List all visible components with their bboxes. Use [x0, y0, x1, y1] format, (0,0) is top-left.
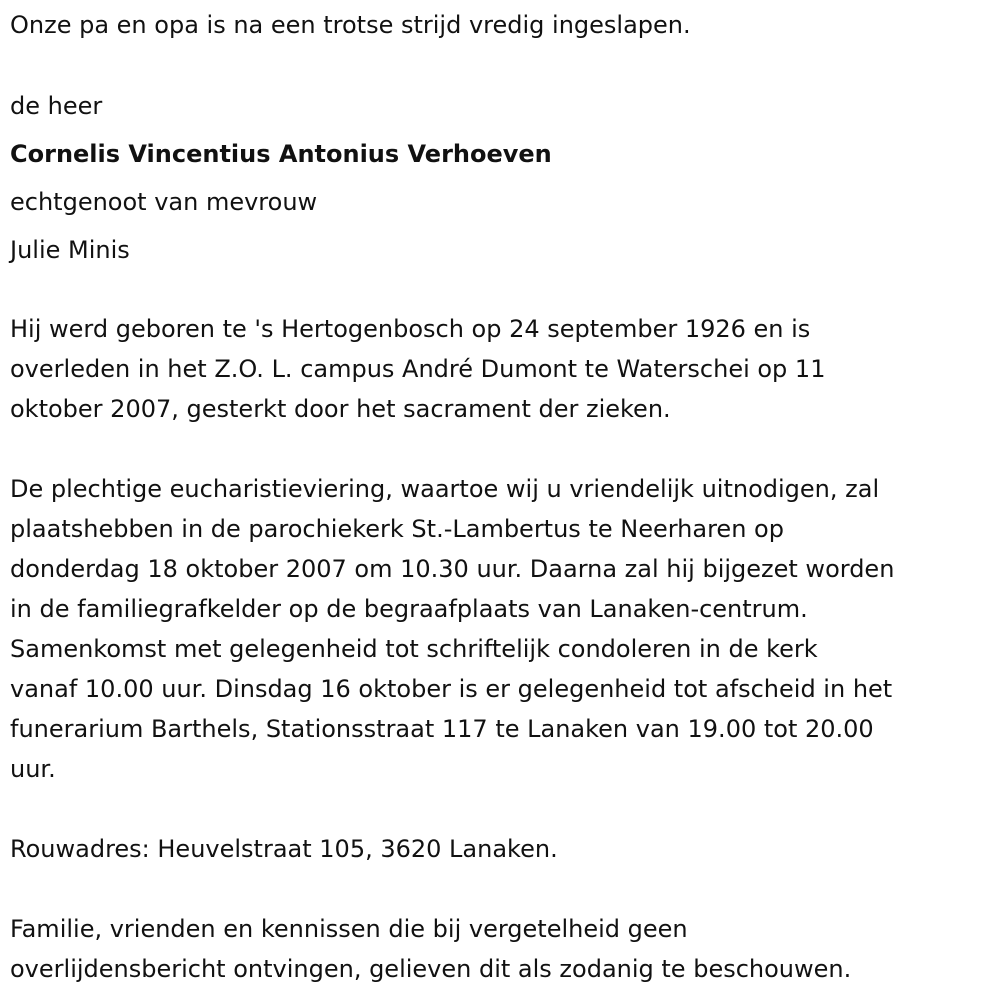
- birth-paragraph: [10, 309, 825, 429]
- intro-section: [10, 5, 691, 45]
- intro-text: Onze pa en opa is na een trotse strijd vredig ingeslapen.: [10, 11, 691, 39]
- service-line: in de familiegrafkelder op de begraafplaats van Lanaken-centrum.: [10, 595, 808, 623]
- deceased-name: Cornelis Vincentius Antonius Verhoeven: [10, 140, 552, 168]
- deceased-block: [10, 82, 552, 274]
- service-line: plaatshebben in de parochiekerk St.-Lambertus te Neerharen op: [10, 515, 784, 543]
- birth-line: Hij werd geboren te 's Hertogenbosch op 24 september 1926 en is: [10, 315, 811, 343]
- honorific: de heer: [10, 92, 103, 120]
- service-line: vanaf 10.00 uur. Dinsdag 16 oktober is er gelegenheid tot afscheid in het: [10, 675, 893, 703]
- service-line: uur.: [10, 755, 56, 783]
- spouse-label: echtgenoot van mevrouw: [10, 188, 318, 216]
- service-line: De plechtige eucharistieviering, waartoe wij u vriendelijk uitnodigen, zal: [10, 475, 880, 503]
- service-line: donderdag 18 oktober 2007 om 10.30 uur. Daarna zal hij bijgezet worden: [10, 555, 895, 583]
- service-line: funerarium Barthels, Stationsstraat 117 te Lanaken van 19.00 tot 20.00: [10, 715, 874, 743]
- address-section: [10, 829, 558, 869]
- birth-line: overleden in het Z.O. L. campus André Dumont te Waterschei op 11: [10, 355, 826, 383]
- spouse-name: Julie Minis: [10, 236, 130, 264]
- birth-line: oktober 2007, gesterkt door het sacrament der zieken.: [10, 395, 671, 423]
- notice-line: overlijdensbericht ontvingen, gelieven dit als zodanig te beschouwen.: [10, 955, 852, 983]
- service-line: Samenkomst met gelegenheid tot schriftelijk condoleren in de kerk: [10, 635, 818, 663]
- mourning-address: Rouwadres: Heuvelstraat 105, 3620 Lanaken.: [10, 835, 558, 863]
- service-paragraph: [10, 469, 894, 789]
- notice-paragraph: [10, 909, 851, 989]
- notice-line: Familie, vrienden en kennissen die bij vergetelheid geen: [10, 915, 688, 943]
